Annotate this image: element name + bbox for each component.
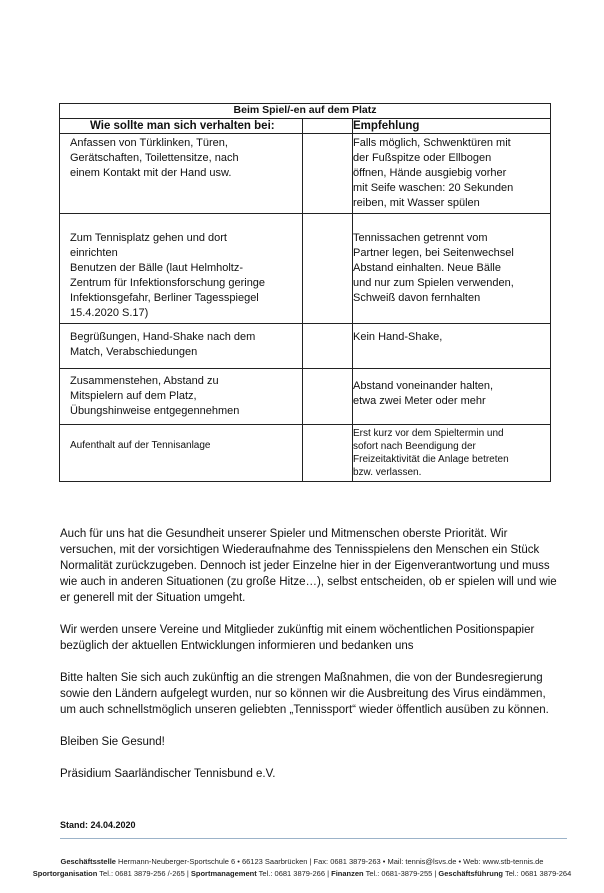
signature-line: Präsidium Saarländischer Tennisbund e.V. xyxy=(60,768,276,780)
behavior-cell: Anfassen von Türklinken, Türen, Gerätschaften, Toilettensitze, nach einem Kontakt mit der Hand usw. xyxy=(60,134,303,214)
column-header-behavior: Wie sollte man sich verhalten bei: xyxy=(60,119,303,134)
recommendation-cell: Tennissachen getrennt vom Partner legen, bei Seitenwechsel Abstand einhalten. Neue Bälle und nur zum Spielen verwenden, Schweiß davon fernhalten xyxy=(353,214,551,324)
column-header-recommendation: Empfehlung xyxy=(353,119,551,134)
table-row xyxy=(60,134,551,214)
paragraph-health-priority: Auch für uns hat die Gesundheit unserer Spieler und Mitmenschen oberste Priorität. Wir versuchen, mit der vorsichtigen Wiederaufnahme des Tennisspielens den Menschen ein Stück Normalität zurückzugeben. Dennoch ist jeder Einzelne hier in der Eigenverantwortung und muss wie auch in anderen Situationen (zu große Hitze…), selbst entscheiden, ob er spielen will und wie er generell mit der Situation umgeht. xyxy=(60,528,557,604)
table-row xyxy=(60,369,551,425)
recommendation-cell: Kein Hand-Shake, xyxy=(353,324,551,369)
behavior-cell: Aufenthalt auf der Tennisanlage xyxy=(60,425,303,482)
footer-phone-line: Sportorganisation Tel.: 0681 3879-256 /-265 | Sportmanagement Tel.: 0681 3879-266 | Finanzen Tel.: 0681-3879-255 | Geschäftsführung Tel.: 0681 3879-264 xyxy=(32,869,572,878)
recommendation-cell: Falls möglich, Schwenktüren mit der Fußspitze oder Ellbogen öffnen, Hände ausgiebig vorher mit Seife waschen: 20 Sekunden reiben, mit Wasser spülen xyxy=(353,134,551,214)
table-row xyxy=(60,214,551,324)
date-stamp: Stand: 24.04.2020 xyxy=(60,820,136,830)
table-row xyxy=(60,324,551,369)
behavior-cell: Zusammenstehen, Abstand zu Mitspielern auf dem Platz, Übungshinweise entgegennehmen xyxy=(60,369,303,425)
behavior-cell: Begrüßungen, Hand-Shake nach dem Match, Verabschiedungen xyxy=(60,324,303,369)
closing-greeting: Bleiben Sie Gesund! xyxy=(60,736,165,748)
footer-contact-line: Geschäftsstelle Hermann-Neuberger-Sportschule 6 • 66123 Saarbrücken | Fax: 0681 3879-263 • Mail: tennis@lsvs.de • Web: www.stb-tennis.de xyxy=(60,857,544,866)
footer-divider xyxy=(60,838,567,839)
paragraph-measures: Bitte halten Sie sich auch zukünftig an die strengen Maßnahmen, die von der Bundesregierung sowie den Ländern aufgelegt wurden, nur so können wir die Ausbreitung des Virus eindämmen, um auch schnellstmöglich unseren geliebten „Tennissport“ wieder öffentlich ausüben zu können. xyxy=(60,672,549,716)
table-title: Beim Spiel/-en auf dem Platz xyxy=(60,104,551,119)
recommendation-cell: Erst kurz vor dem Spieltermin und sofort nach Beendigung der Freizeitaktivität die Anlage betreten bzw. verlassen. xyxy=(353,425,551,482)
recommendation-cell: Abstand voneinander halten, etwa zwei Meter oder mehr xyxy=(353,369,551,425)
paragraph-position-paper: Wir werden unsere Vereine und Mitglieder zukünftig mit einem wöchentlichen Positionspapier bezüglich der aktuellen Entwicklungen informieren und bedanken uns xyxy=(60,624,535,652)
behavior-table xyxy=(59,103,551,482)
behavior-cell: Zum Tennisplatz gehen und dort einrichten Benutzen der Bälle (laut Helmholtz- Zentrum für Infektionsforschung geringe Infektionsgefahr, Berliner Tagesspiegel 15.4.2020 S.17) xyxy=(60,214,303,324)
table-row xyxy=(60,425,551,482)
table-header-row xyxy=(60,119,551,134)
table-title-row xyxy=(60,104,551,119)
